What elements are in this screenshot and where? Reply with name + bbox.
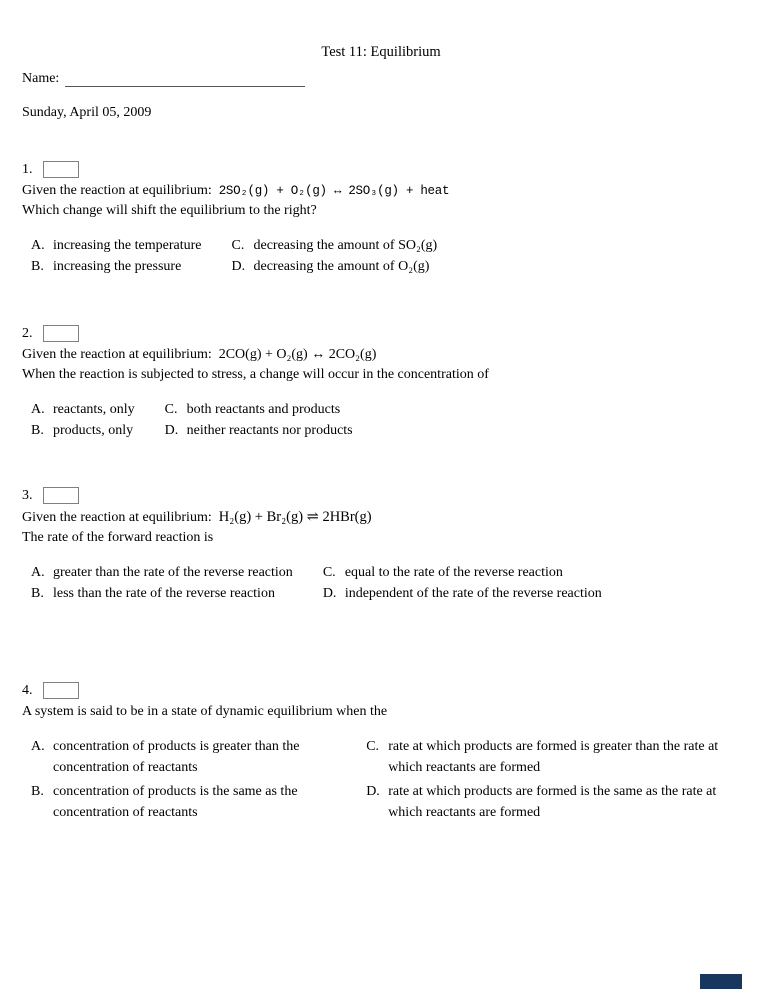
option-c	[165, 399, 353, 420]
options	[31, 399, 740, 441]
option-a	[31, 736, 356, 778]
option-b	[31, 583, 293, 604]
name-row	[22, 71, 740, 87]
option-c	[231, 235, 437, 256]
options	[31, 562, 740, 604]
answer-box[interactable]	[43, 161, 79, 178]
question-2	[22, 325, 740, 441]
option-label: D.	[231, 259, 246, 274]
question-number: 2.	[22, 325, 33, 341]
answer-box[interactable]	[43, 487, 79, 504]
option-b	[31, 420, 135, 441]
question-stem-line1	[22, 507, 740, 528]
answer-box[interactable]	[43, 682, 79, 699]
name-fill-line[interactable]	[65, 71, 305, 87]
chemical-equation: H₂(g) + Br₂(g) ⇌ 2HBr(g)	[218, 509, 372, 525]
option-label: C.	[231, 238, 245, 253]
option-label: B.	[31, 784, 44, 799]
option-text: equal to the rate of the reverse reaction	[344, 565, 563, 580]
options	[31, 736, 740, 823]
option-label: D.	[164, 423, 179, 438]
option-label: A.	[31, 565, 45, 580]
option-label: A.	[31, 739, 45, 754]
footer-logo	[700, 974, 742, 989]
option-text: independent of the rate of the reverse reaction	[344, 586, 602, 601]
name-label: Name:	[22, 71, 60, 86]
question-1	[22, 161, 740, 277]
option-c	[366, 736, 740, 778]
option-text: less than the rate of the reverse reaction	[53, 586, 275, 601]
option-d	[323, 583, 602, 604]
option-label: C.	[366, 739, 380, 754]
option-a	[31, 562, 293, 583]
option-text: increasing the pressure	[53, 259, 182, 274]
option-text: greater than the rate of the reverse reaction	[53, 565, 293, 580]
option-text: decreasing the amount of O₂(g)	[253, 259, 430, 274]
chemical-equation: 2SO₂(g) + O₂(g) ↔ 2SO₃(g) + heat	[218, 184, 450, 198]
stem-prefix: Given the reaction at equilibrium:	[22, 183, 212, 198]
option-text: concentration of products is the same as the concentration of reactants	[53, 784, 298, 820]
chemical-equation: 2CO(g) + O₂(g) ↔ 2CO₂(g)	[218, 347, 377, 362]
option-label: D.	[322, 586, 337, 601]
option-d	[366, 781, 740, 823]
question-stem-line2: Which change will shift the equilibrium to the right?	[22, 203, 317, 218]
option-text: rate at which products are formed is the same as the rate at which reactants are formed	[388, 784, 717, 820]
option-c	[323, 562, 602, 583]
stem-prefix: Given the reaction at equilibrium:	[22, 510, 212, 525]
question-stem-line1	[22, 181, 740, 201]
option-text: increasing the temperature	[53, 238, 202, 253]
option-label: C.	[164, 402, 178, 417]
options	[31, 235, 740, 277]
question-number: 1.	[22, 161, 33, 177]
question-stem-line2: The rate of the forward reaction is	[22, 530, 214, 545]
option-text: decreasing the amount of SO₂(g)	[253, 238, 438, 253]
option-d	[165, 420, 353, 441]
option-d	[231, 256, 437, 277]
question-4	[22, 682, 740, 823]
question-3	[22, 487, 740, 604]
option-text: rate at which products are formed is greater than the rate at which reactants are formed	[388, 739, 719, 775]
question-stem-line1	[22, 345, 740, 365]
option-b	[31, 781, 356, 823]
option-a	[31, 235, 201, 256]
option-label: D.	[366, 784, 380, 799]
option-text: reactants, only	[53, 402, 135, 417]
date-line: Sunday, April 05, 2009	[22, 105, 152, 120]
option-text: concentration of products is greater than the concentration of reactants	[53, 739, 300, 775]
page-title: Test 11: Equilibrium	[321, 44, 441, 60]
option-b	[31, 256, 201, 277]
option-text: neither reactants nor products	[186, 423, 353, 438]
stem-prefix: Given the reaction at equilibrium:	[22, 347, 212, 362]
option-label: A.	[31, 238, 45, 253]
question-stem-line2: When the reaction is subjected to stress, a change will occur in the concentration of	[22, 367, 489, 382]
option-label: B.	[31, 259, 44, 274]
option-text: products, only	[53, 423, 134, 438]
option-text: both reactants and products	[186, 402, 341, 417]
question-number: 4.	[22, 682, 33, 698]
question-stem-line1: A system is said to be in a state of dynamic equilibrium when the	[22, 704, 388, 719]
option-label: B.	[31, 586, 44, 601]
option-label: B.	[31, 423, 44, 438]
option-label: C.	[322, 565, 336, 580]
question-number: 3.	[22, 487, 33, 503]
answer-box[interactable]	[43, 325, 79, 342]
option-a	[31, 399, 135, 420]
option-label: A.	[31, 402, 45, 417]
